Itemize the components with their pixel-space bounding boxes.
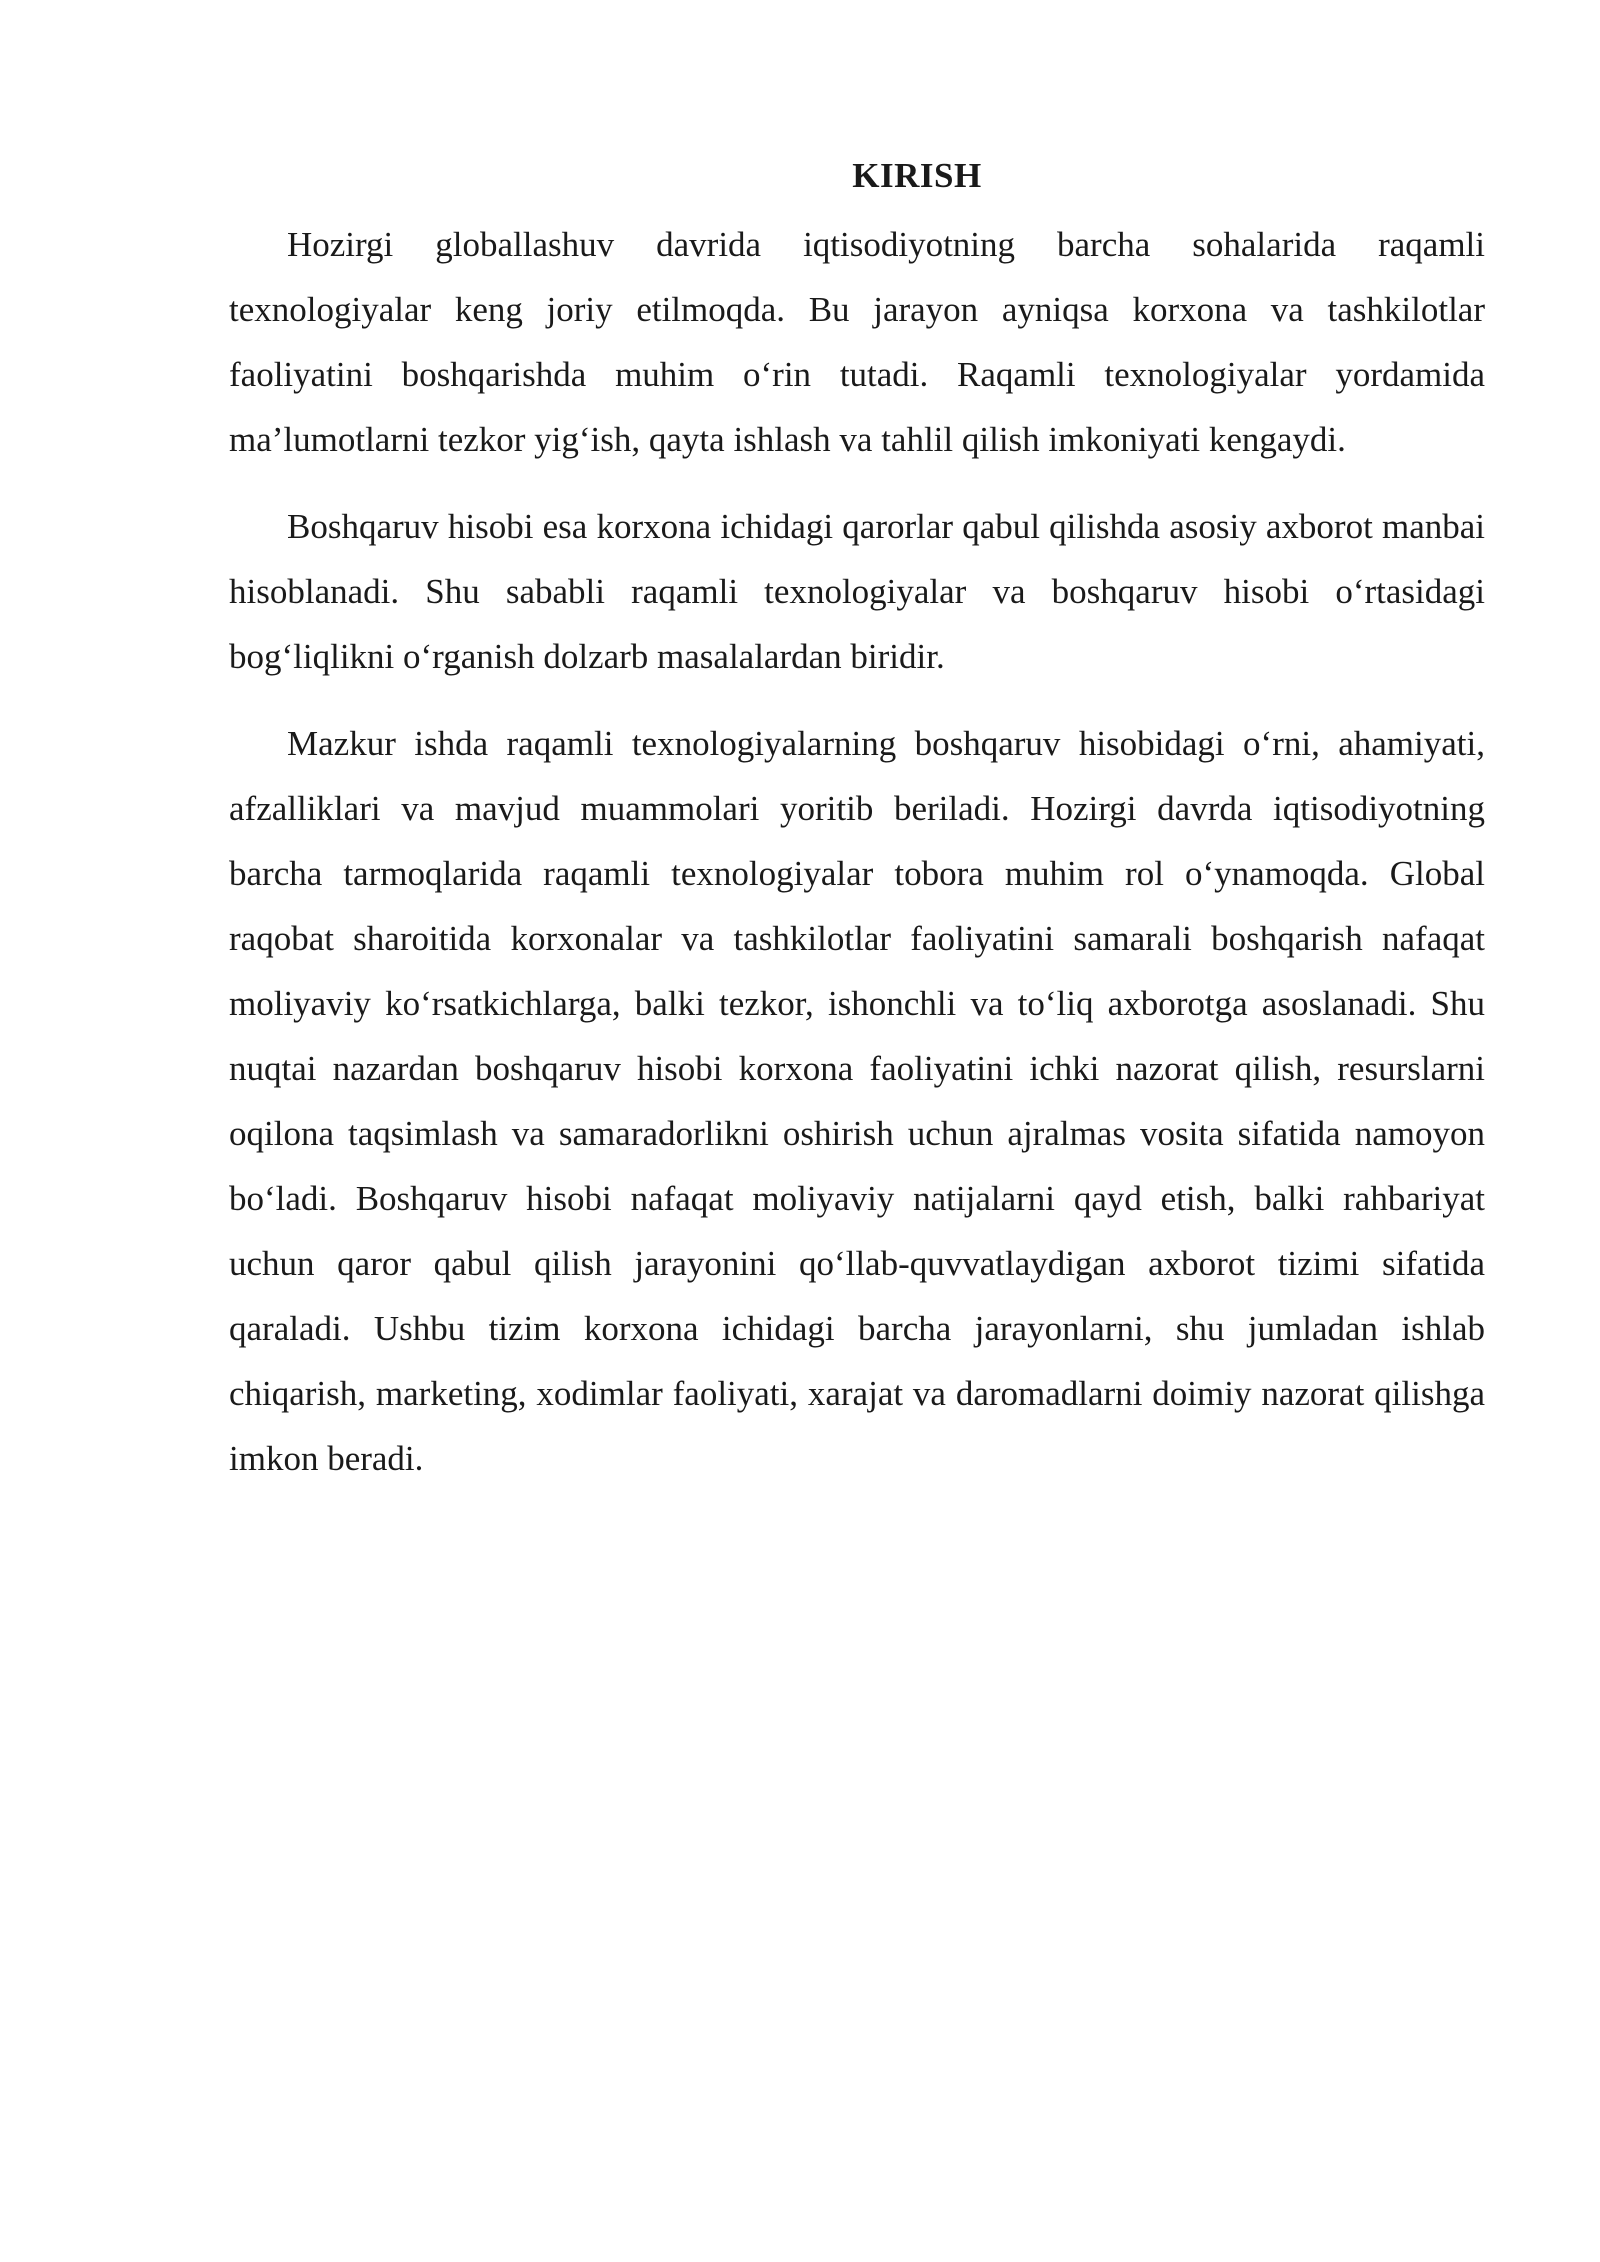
paragraph-2: Boshqaruv hisobi esa korxona ichidagi qarorlar qabul qilishda asosiy axborot manbai hisoblanadi. Shu sababli raqamli texnologiyalar va boshqaruv hisobi o‘rtasidagi bog‘liqlikni o‘rganish dolzarb masalalardan biridir. xyxy=(229,507,1485,676)
paragraph-3: Mazkur ishda raqamli texnologiyalarning boshqaruv hisobidagi o‘rni, ahamiyati, afzalliklari va mavjud muammolari yoritib beriladi. Hozirgi davrda iqtisodiyotning barcha tarmoqlarida raqamli texnologiyalar tobora muhim rol o‘ynamoqda. Global raqobat sharoitida korxonalar va tashkilotlar faoliyatini samarali boshqarish nafaqat moliyaviy ko‘rsatkichlarga, balki tezkor, ishonchli va to‘liq axborotga asoslanadi. Shu nuqtai nazardan boshqaruv hisobi korxona faoliyatini ichki nazorat qilish, resurslarni oqilona taqsimlash va samaradorlikni oshirish uchun ajralmas vosita sifatida namoyon bo‘ladi. Boshqaruv hisobi nafaqat moliyaviy natijalarni qayd etish, balki rahbariyat uchun qaror qabul qilish jarayonini qo‘llab-quvvatlaydigan axborot tizimi sifatida qaraladi. Ushbu tizim korxona ichidagi barcha jarayonlarni, shu jumladan ishlab chiqarish, marketing, xodimlar faoliyati, xarajat va daromadlarni doimiy nazorat qilishga imkon beradi. xyxy=(229,724,1485,1478)
document-body xyxy=(229,150,1485,1513)
paragraph-1: Hozirgi globallashuv davrida iqtisodiyotning barcha sohalarida raqamli texnologiyalar keng joriy etilmoqda. Bu jarayon ayniqsa korxona va tashkilotlar faoliyatini boshqarishda muhim o‘rin tutadi. Raqamli texnologiyalar yordamida ma’lumotlarni tezkor yig‘ish, qayta ishlash va tahlil qilish imkoniyati kengaydi. xyxy=(229,225,1485,459)
section-title: KIRISH xyxy=(852,156,982,195)
